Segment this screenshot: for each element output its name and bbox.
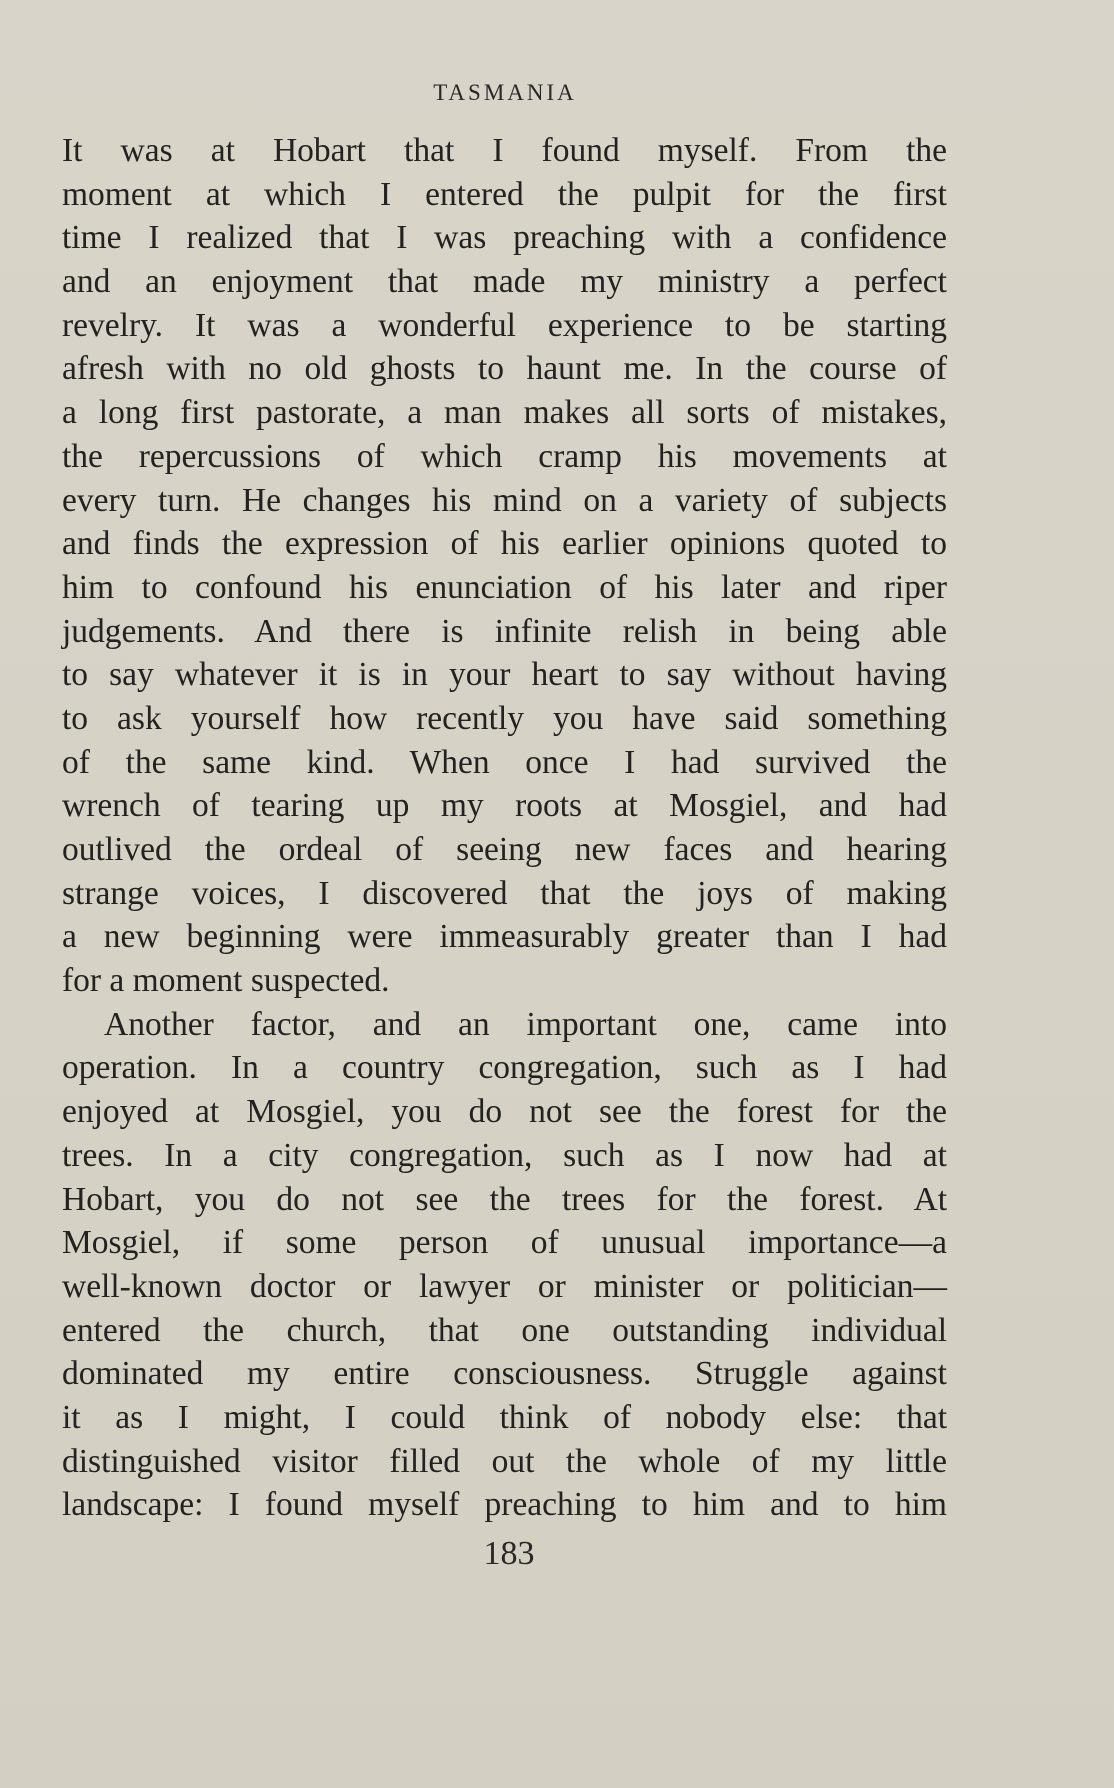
text-line: strange voices, I discovered that the joys of making xyxy=(62,874,947,912)
paragraph-2 xyxy=(62,1003,947,1527)
text-line: of the same kind. When once I had survived the xyxy=(62,743,947,781)
paragraph-1 xyxy=(62,129,947,1003)
text-line: and an enjoyment that made my ministry a perfect xyxy=(62,263,947,301)
text-line: a long first pastorate, a man makes all sorts of mistakes, xyxy=(62,394,947,432)
text-line: to ask yourself how recently you have said something xyxy=(62,699,947,737)
text-line: revelry. It was a wonderful experience to be starting xyxy=(62,306,947,344)
text-line: enjoyed at Mosgiel, you do not see the forest for the xyxy=(62,1093,947,1131)
text-line: moment at which I entered the pulpit for the first xyxy=(62,175,947,213)
text-line: well-known doctor or lawyer or minister or politician— xyxy=(62,1267,947,1305)
text-line: operation. In a country congregation, such as I had xyxy=(62,1049,947,1087)
text-line: the repercussions of which cramp his movements at xyxy=(62,437,947,475)
text-line: every turn. He changes his mind on a variety of subjects xyxy=(62,481,947,519)
text-line: a new beginning were immeasurably greater than I had xyxy=(62,918,947,956)
text-line: it as I might, I could think of nobody else: that xyxy=(62,1398,947,1436)
text-line: and finds the expression of his earlier opinions quoted to xyxy=(62,525,947,563)
text-line: afresh with no old ghosts to haunt me. In the course of xyxy=(62,350,947,388)
page-number: 183 xyxy=(483,1535,535,1572)
body-text xyxy=(62,129,947,1527)
text-line: wrench of tearing up my roots at Mosgiel, and had xyxy=(62,787,947,825)
text-line: landscape: I found myself preaching to him and to him xyxy=(62,1486,947,1524)
text-line: dominated my entire consciousness. Struggle against xyxy=(62,1355,947,1393)
text-line: trees. In a city congregation, such as I now had at xyxy=(62,1136,947,1174)
text-line: Mosgiel, if some person of unusual importance—a xyxy=(62,1224,947,1262)
text-line: entered the church, that one outstanding individual xyxy=(62,1311,947,1349)
text-line: It was at Hobart that I found myself. From the xyxy=(62,132,947,169)
text-line: distinguished visitor filled out the whole of my little xyxy=(62,1442,947,1480)
text-line: Hobart, you do not see the trees for the forest. At xyxy=(62,1180,947,1218)
text-line: outlived the ordeal of seeing new faces and hearing xyxy=(62,831,947,868)
text-line: time I realized that I was preaching with a confidence xyxy=(62,219,947,257)
running-head: TASMANIA xyxy=(433,80,577,105)
text-line: Another factor, and an important one, came into xyxy=(104,1005,947,1043)
text-line: judgements. And there is infinite relish in being able xyxy=(62,612,947,650)
text-line: him to confound his enunciation of his later and riper xyxy=(62,568,947,606)
text-line: for a moment suspected. xyxy=(62,962,390,1000)
text-line: to say whatever it is in your heart to say without having xyxy=(62,656,947,694)
